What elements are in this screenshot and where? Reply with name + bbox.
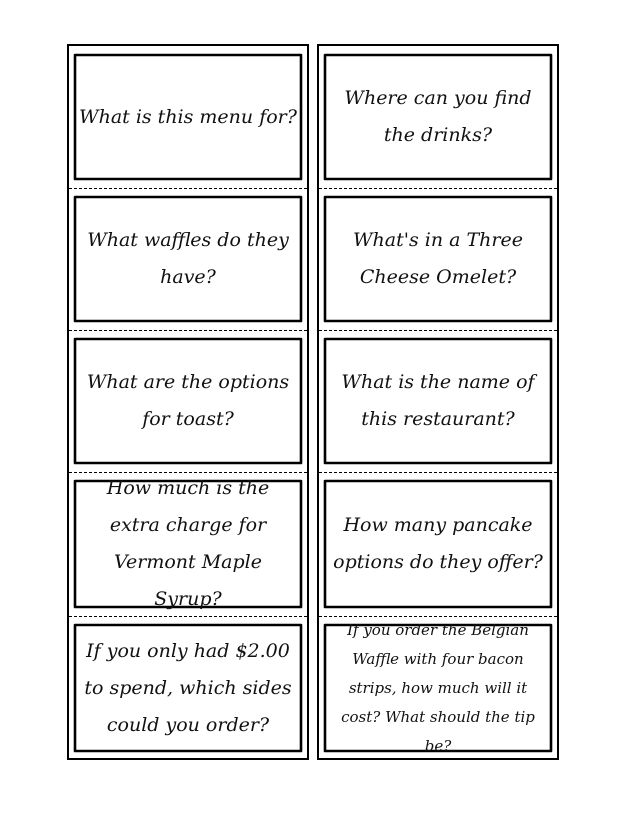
cut-line [69,188,307,189]
question-card [319,618,557,758]
question-text: How much is the extra charge for Vermont Maple Syrup? [106,477,270,610]
left-card-column [67,44,309,760]
question-card [319,48,557,186]
cut-line [69,616,307,617]
cut-line [319,472,557,473]
question-text: Where can you find the drinks? [344,87,532,146]
question-text: What's in a Three Cheese Omelet? [353,229,523,288]
question-card [69,618,307,758]
question-card [69,48,307,186]
question-text: If you only had $2.00 to spend, which sides could you order? [84,639,292,736]
question-text: What are the options for toast? [86,371,290,430]
question-card [69,332,307,470]
question-card [319,332,557,470]
question-card [69,474,307,614]
question-text: What is the name of this restaurant? [341,371,535,430]
question-text: How many pancake options do they offer? [333,514,543,573]
question-text: What is this menu for? [79,105,297,128]
cut-line [319,188,557,189]
question-card [319,190,557,328]
question-text: If you order the Belgian Waffle with four bacon strips, how much will it cost? What should the tip be? [341,620,535,755]
question-card [69,190,307,328]
question-text: What waffles do they have? [87,229,289,288]
question-card [319,474,557,614]
cut-line [69,330,307,331]
cut-line [319,330,557,331]
right-card-column [317,44,559,760]
